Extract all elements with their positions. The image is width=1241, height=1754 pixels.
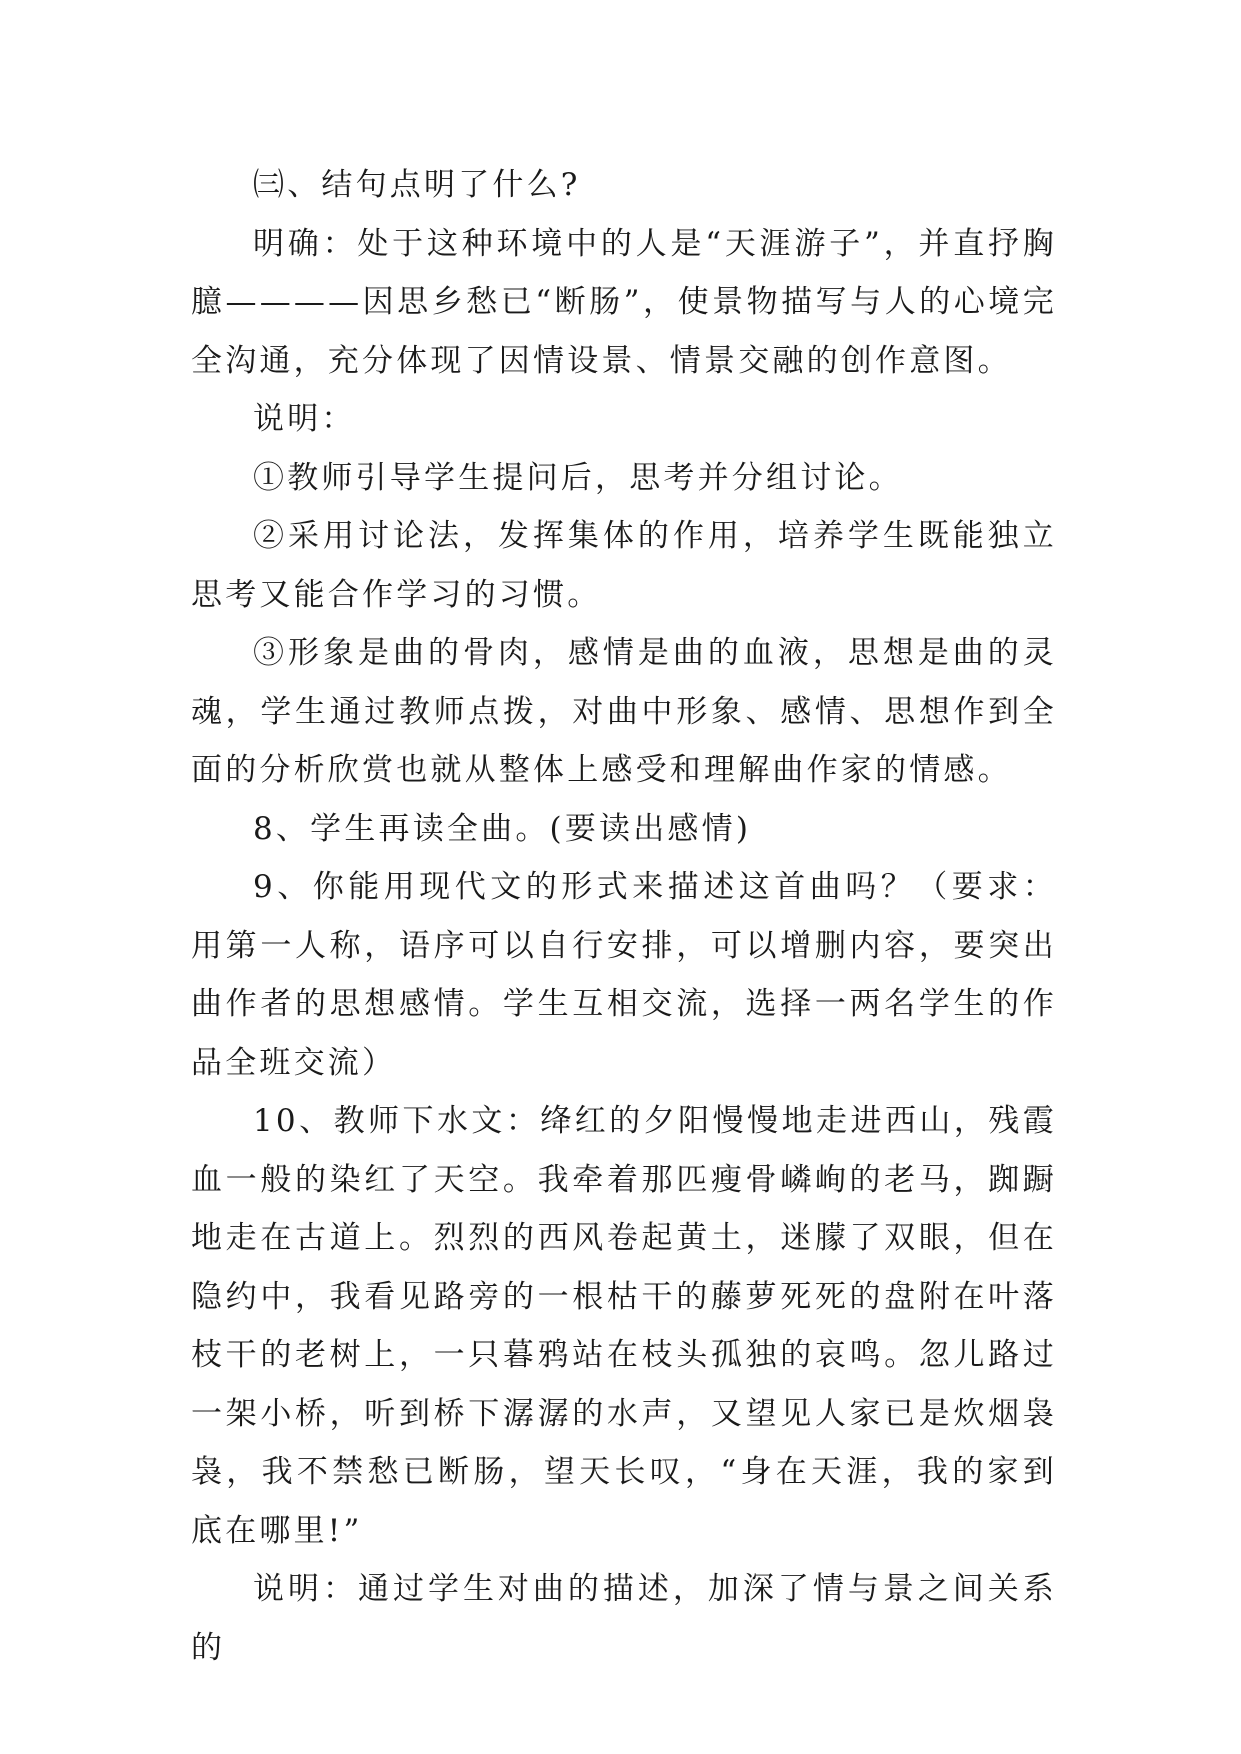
- step-9: 9、你能用现代文的形式来描述这首曲吗？（要求：用第一人称，语序可以自行安排，可以增删内容，要突出曲作者的思想感情。学生互相交流，选择一两名学生的作品全班交流）: [191, 869, 1057, 1081]
- note-item-3: ③形象是曲的骨肉，感情是曲的血液，思想是曲的灵魂，学生通过教师点拨，对曲中形象、感情、思想作到全面的分析欣赏也就从整体上感受和理解曲作家的情感。: [191, 635, 1057, 788]
- question-heading: ㈢、结句点明了什么?: [253, 167, 581, 203]
- answer-paragraph: 明确：处于这种环境中的人是“天涯游子”，并直抒胸臆————因思乡愁已“断肠”，使景物描写与人的心境完全沟通，充分体现了因情设景、情景交融的创作意图。: [191, 225, 1057, 379]
- note-heading: 说明：: [253, 401, 356, 437]
- closing-note: 说明：通过学生对曲的描述，加深了情与景之间关系的: [191, 1571, 1057, 1666]
- note-item-1: ①教师引导学生提问后，思考并分组讨论。: [253, 459, 903, 496]
- document-body: [191, 156, 1057, 1677]
- note-item-2: ②采用讨论法，发挥集体的作用，培养学生既能独立思考又能合作学习的习惯。: [191, 518, 1057, 613]
- step-8: 8、学生再读全曲。(要读出感情): [253, 810, 752, 847]
- step-10: 10、教师下水文：绛红的夕阳慢慢地走进西山，残霞血一般的染红了天空。我牵着那匹瘦骨嶙峋的老马，踟蹰地走在古道上。烈烈的西风卷起黄土，迷朦了双眼，但在隐约中，我看见路旁的一根枯干的藤萝死死的盘附在叶落枝干的老树上，一只暮鸦站在枝头孤独的哀鸣。忽儿路过一架小桥，听到桥下潺潺的水声，又望见人家已是炊烟袅袅，我不禁愁已断肠，望天长叹，“身在天涯，我的家到底在哪里!”: [191, 1103, 1057, 1549]
